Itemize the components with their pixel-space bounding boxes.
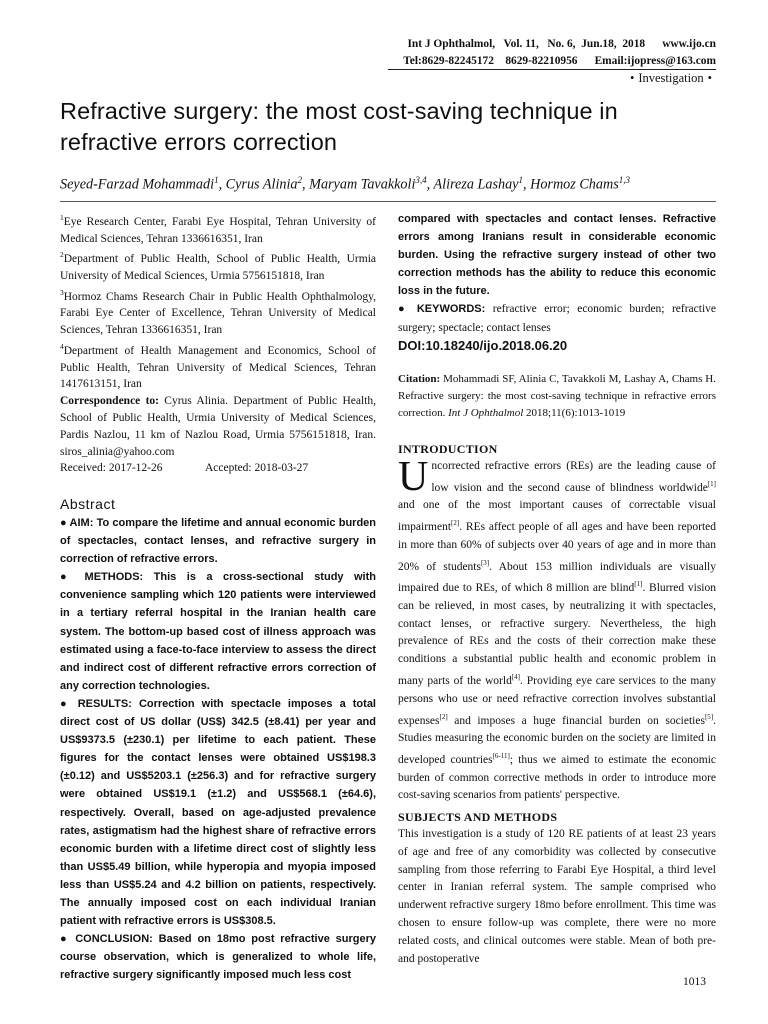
- author-separator: ,: [218, 176, 226, 193]
- affiliation-mark: 1: [60, 213, 64, 222]
- journal-header: [403, 36, 716, 70]
- reference-marker[interactable]: [5]: [704, 712, 714, 721]
- citation: [398, 371, 716, 422]
- intro-text: . Providing eye care services to the many persons who use or need refractive correction involves substantial expenses: [398, 674, 716, 727]
- dates: [60, 460, 376, 477]
- correspondence: [60, 393, 376, 460]
- author-name: Alireza Lashay: [433, 176, 519, 193]
- affiliation: [60, 247, 376, 284]
- author-name: Maryam Tavakkoli: [309, 176, 416, 193]
- affiliation-text: Department of Public Health, School of Public Health, Urmia University of Medical Sciences, Urmia 5756151818, Iran: [60, 253, 376, 283]
- intro-text: . Blurred vision can be relieved, in most cases, by neutralizing it with spectacles, contact lenses, or refractive surgery. Nevertheless, the high prevalence of REs and the costs of their correction make these conditions a substantial public health and economic problem in many parts of the world: [398, 582, 716, 687]
- reference-marker[interactable]: [2]: [451, 519, 460, 528]
- author-affiliation-mark: 2: [297, 175, 303, 185]
- abstract-heading: Abstract: [60, 496, 116, 512]
- reference-marker[interactable]: [6-11]: [492, 751, 510, 760]
- authors-divider: [60, 201, 716, 202]
- author-name: Seyed-Farzad Mohammadi: [60, 176, 215, 193]
- intro-text: and one of the most important causes of correctable visual impairment: [398, 499, 716, 534]
- reference-marker[interactable]: [3]: [480, 558, 490, 567]
- affiliation-text: Department of Health Management and Economics, School of Public Health, Tehran University of Medical Sciences, Tehran 1417613151, Iran: [60, 344, 376, 391]
- correspondence-text: Cyrus Alinia. Department of Public Health, School of Public Health, Urmia University of Medical Sciences, Pardis Nazlou, 11 km of Nazlou Road, Urmia 5756151818, Iran. siros_alinia@yahoo.com: [60, 395, 376, 458]
- keywords: [398, 300, 716, 336]
- author-affiliation-mark: 3,4: [415, 175, 427, 185]
- reference-marker[interactable]: [2]: [439, 712, 448, 721]
- affiliation-text: Hormoz Chams Research Chair in Public Health Ophthalmology, Farabi Eye Center of Excellence, Tehran University of Medical Sciences, Tehran 1336616351, Iran: [60, 290, 376, 337]
- affiliation: [60, 210, 376, 247]
- citation-label: Citation:: [398, 373, 441, 385]
- introduction-heading: INTRODUCTION: [398, 442, 498, 456]
- intro-text: . REs affect people of all ages and have been reported in more than 60% of subjects over 40 years of age and in more than 20% of students: [398, 521, 716, 573]
- intro-text: . Studies measuring the economic burden on the society are limited in developed countries: [398, 714, 716, 766]
- intro-text: ; thus we aimed to estimate the economic burden of common corrective methods in order to introduce more cost-saving scenarios from patients' perspective.: [398, 753, 716, 802]
- affiliation-text: Eye Research Center, Farabi Eye Hospital, Tehran University of Medical Sciences, Tehran 1336616351, Iran: [60, 215, 376, 245]
- citation-text: Mohammadi SF, Alinia C, Tavakkoli M, Lashay A, Chams H. Refractive surgery: the most cost-saving technique in refractive errors correction.: [398, 373, 716, 419]
- keywords-label: ● KEYWORDS:: [398, 303, 486, 316]
- abstract-conclusion-continued: compared with spectacles and contact lenses. Refractive errors among Iranians result in considerable economic burden. Using the refractive surgery instead of other two correction methods has the ability to reduce this economic loss in the future.: [398, 213, 716, 298]
- header-divider: [388, 69, 716, 70]
- doi[interactable]: DOI:10.18240/ijo.2018.06.20: [398, 337, 568, 353]
- citation-block: [398, 371, 716, 422]
- affiliation: [60, 339, 376, 393]
- abstract-continued: [398, 210, 716, 355]
- journal-contact-line: Tel:8629-82245172 8629-82210956 Email:ijopress@163.com: [403, 55, 716, 67]
- reference-marker[interactable]: [4]: [511, 673, 520, 682]
- reference-marker[interactable]: [1]: [634, 580, 643, 589]
- intro-text: . About 153 million individuals are visually impaired due to REs, of which 8 million are blind: [398, 560, 716, 595]
- author-separator: ,: [302, 176, 310, 193]
- author-name: Hormoz Chams: [530, 176, 619, 193]
- bullet: •: [629, 71, 635, 85]
- bullet: •: [707, 71, 712, 85]
- methods-paragraph: This investigation is a study of 120 RE patients of at least 23 years of age and free of any comorbidity was collected by consecutive sampling from those referring to Farabi Eye Hospital, a third level center in Iranian referral system. The sample comprised who underwent refractive surgery 18mo before enrollment. This time was chosen to ensure follow-up was complete, there were no more related costs, and clinical outcomes were stable. Mean of both pre- and postoperative: [398, 828, 716, 965]
- reference-marker[interactable]: [1]: [707, 479, 716, 488]
- affiliation-mark: 3: [60, 287, 64, 297]
- abstract-methods: ● METHODS: This is a cross-sectional study with convenience sampling which 120 patients were interviewed in a tertiary referral hospital in the Iranian health care system. The bottom-up based cost of illness approach was estimated using a face-to-face interview to assess the direct and indirect cost of different refractive errors correction of any correction technologies.: [60, 571, 376, 692]
- section-tag: [626, 71, 716, 86]
- affiliation: [60, 285, 376, 339]
- methods-section: [398, 808, 716, 968]
- author-separator: ,: [426, 176, 434, 193]
- author-separator: ,: [522, 176, 531, 193]
- abstract-aim: ● AIM: To compare the lifetime and annual economic burden of spectacles, contact lenses, and refractive surgery in correction of refractive errors.: [60, 517, 376, 566]
- author-name: Cyrus Alinia: [225, 176, 298, 193]
- correspondence-label: Correspondence to:: [60, 395, 159, 408]
- citation-ref: 2018;11(6):1013-1019: [523, 407, 626, 419]
- received-date: Received: 2017-12-26: [60, 462, 163, 475]
- author-affiliation-mark: 1,3: [618, 175, 631, 185]
- article-title: Refractive surgery: the most cost-saving technique in refractive errors correction: [60, 98, 618, 155]
- author-affiliation-mark: 1: [214, 175, 219, 185]
- accepted-date: Accepted: 2018-03-27: [205, 462, 309, 475]
- page-number: 1013: [683, 976, 706, 988]
- abstract-conclusion: ● CONCLUSION: Based on 18mo post refractive surgery course observation, which is generalized to whole life, refractive surgery significantly imposed much less cost: [60, 933, 376, 982]
- introduction-section: [398, 440, 716, 805]
- affiliation-mark: 2: [60, 250, 64, 260]
- methods-heading: SUBJECTS AND METHODS: [398, 810, 558, 824]
- introduction-paragraph: [398, 454, 716, 805]
- author-list: [60, 175, 740, 194]
- author-affiliation-mark: 1: [518, 175, 523, 185]
- intro-text: and imposes a huge financial burden on societies: [447, 714, 705, 727]
- affiliation-mark: 4: [60, 342, 64, 352]
- affiliations-block: [60, 210, 376, 477]
- abstract-results: ● RESULTS: Correction with spectacle imposes a total direct cost of US dollar (US$) 342.5 (±8.41) per year and US$9373.5 (±230.1) per lifetime to each patient. These figures for the contact lenses were obtained US$198.3 (±0.12) and US$5203.1 (±256.3) and for refractive surgery were obtained US$19.1 (±1.2) and US$568.1 (±64.6), respectively. Overall, based on age-adjusted prevalence rates, astigmatism had the highest share of refractive errors economic burden with a lifetime direct cost of slightly less than US$5.49 billion, while hyperopia and myopia imposed less than US$5.24 and 4.2 billion on patients, respectively. The annually imposed cost on each individual Iranian patient with refractive errors is US$308.5.: [60, 697, 376, 928]
- intro-text: ncorrected refractive errors (REs) are the leading cause of low vision and the second cause of blindness worldwide: [431, 460, 716, 494]
- journal-info-line: Int J Ophthalmol, Vol. 11, No. 6, Jun.18, 2018 www.ijo.cn: [407, 38, 716, 50]
- abstract-block: [60, 495, 376, 984]
- section-label: Investigation: [638, 71, 704, 85]
- keywords-text: refractive error; economic burden; refractive surgery; spectacle; contact lenses: [398, 303, 716, 334]
- drop-cap: U: [398, 454, 429, 500]
- citation-journal: Int J Ophthalmol: [448, 407, 524, 419]
